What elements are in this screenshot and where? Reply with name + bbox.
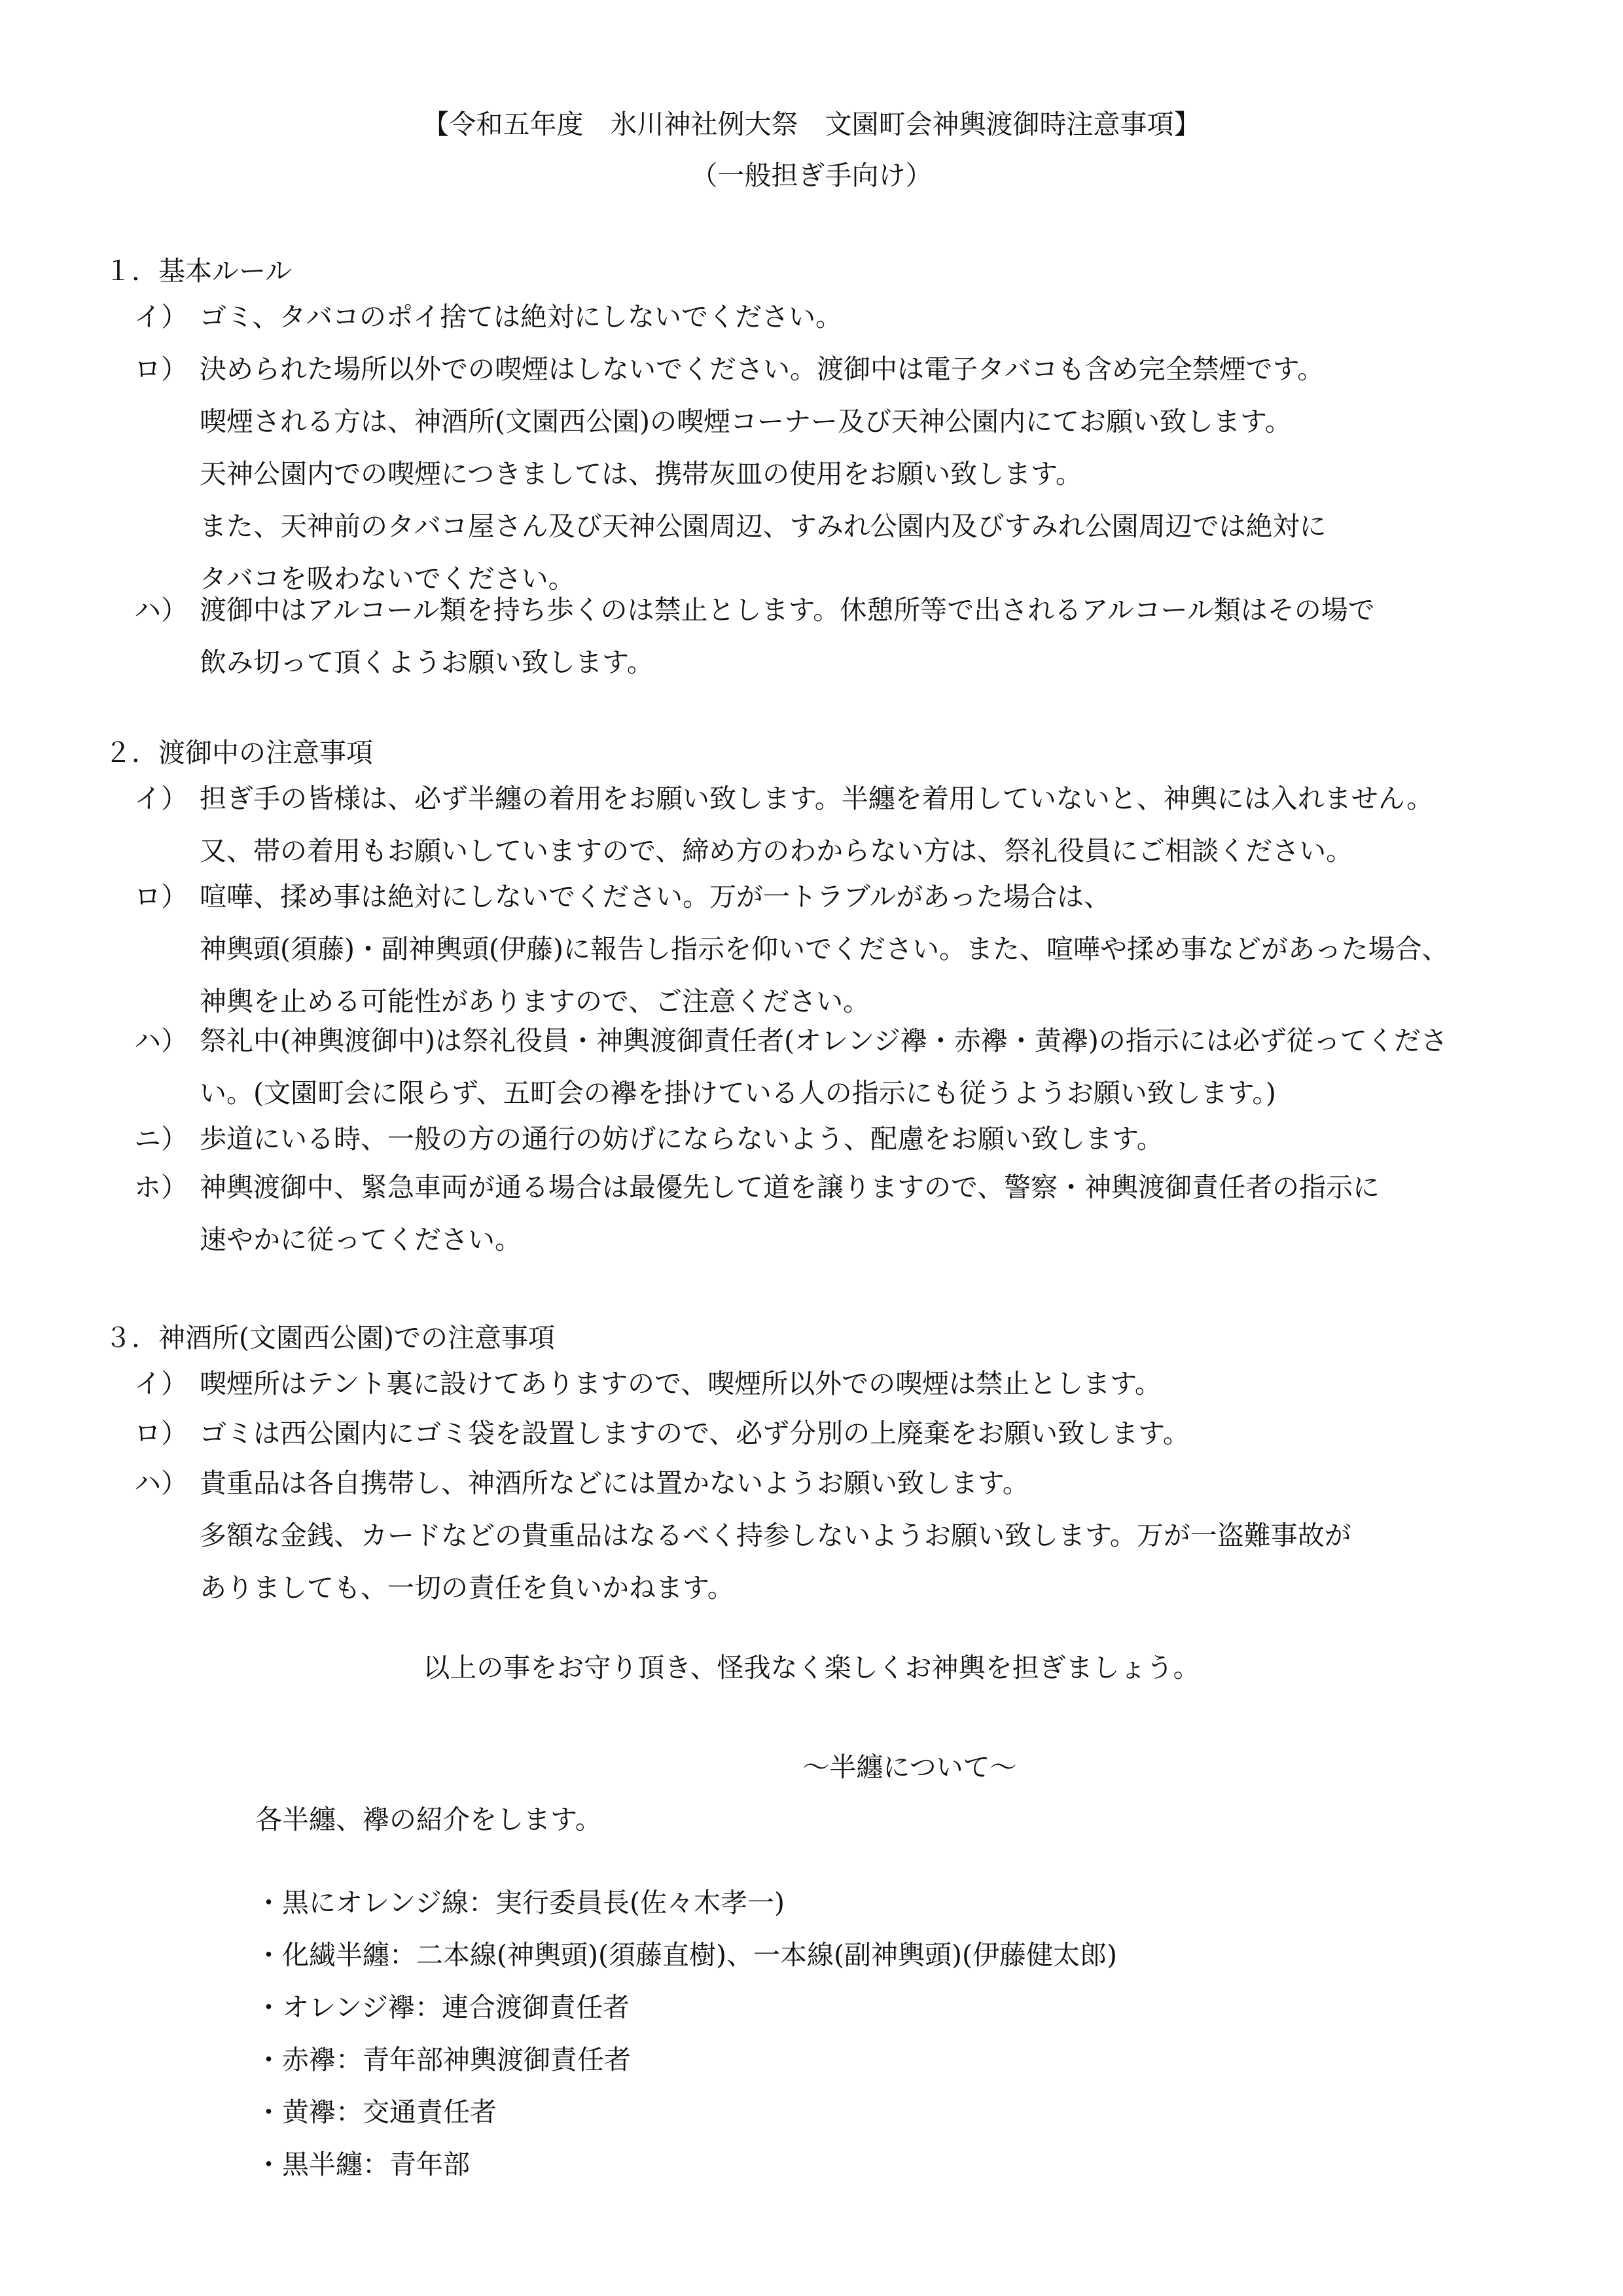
item-marker: イ） bbox=[134, 1368, 188, 1399]
happi-list-item: ・オレンジ襷：連合渡御責任者 bbox=[255, 1992, 630, 2023]
closing-message: 以上の事をお守り頂き、怪我なく楽しくお神輿を担ぎましょう。 bbox=[423, 1652, 1200, 1683]
list-item bbox=[134, 1457, 1561, 1614]
item-text: ゴミ、タバコのポイ捨ては絶対にしないでください。 bbox=[200, 301, 842, 332]
item-text: 速やかに従ってください。 bbox=[200, 1224, 522, 1255]
item-marker: ハ） bbox=[134, 594, 188, 626]
happi-list bbox=[255, 1876, 1117, 2191]
item-text: 渡御中はアルコール類を持ち歩くのは禁止とします。休憩所等で出されるアルコール類はその場で bbox=[200, 594, 1375, 626]
item-marker: ニ） bbox=[134, 1123, 188, 1155]
item-marker: ホ） bbox=[134, 1172, 188, 1203]
item-marker: ハ） bbox=[134, 1025, 188, 1056]
list-item bbox=[134, 772, 1561, 877]
page-subtitle: （一般担ぎ手向け） bbox=[690, 160, 933, 191]
list-item bbox=[134, 291, 1561, 343]
item-text: 歩道にいる時、一般の方の通行の妨げにならないよう、配慮をお願い致します。 bbox=[200, 1123, 1164, 1155]
item-text: 喧嘩、揉め事は絶対にしないでください。万が一トラブルがあった場合は、 bbox=[200, 881, 1111, 912]
item-text: また、天神前のタバコ屋さん及び天神公園周辺、すみれ公園内及びすみれ公園周辺では絶対に bbox=[200, 511, 1327, 542]
section-heading-basic-rules: １．基本ルール bbox=[105, 255, 293, 287]
item-marker: イ） bbox=[134, 301, 188, 332]
item-text: 喫煙所はテント裏に設けてありますので、喫煙所以外での喫煙は禁止とします。 bbox=[200, 1368, 1162, 1399]
list-item bbox=[134, 870, 1561, 1028]
item-text: 天神公園内での喫煙につきましては、携帯灰皿の使用をお願い致します。 bbox=[200, 458, 1082, 490]
item-text: 神輿渡御中、緊急車両が通る場合は最優先して道を譲りますので、警察・神輿渡御責任者の指示に bbox=[200, 1172, 1380, 1203]
list-item bbox=[134, 1161, 1561, 1266]
item-text: 又、帯の着用もお願いしていますので、締め方のわからない方は、祭礼役員にご相談ください。 bbox=[200, 835, 1353, 867]
page-title: 【令和五年度 氷川神社例大祭 文園町会神輿渡御時注意事項】 bbox=[422, 109, 1201, 140]
list-item bbox=[134, 1407, 1561, 1460]
item-marker: ハ） bbox=[134, 1467, 188, 1499]
item-text: ありましても、一切の責任を負いかねます。 bbox=[200, 1572, 734, 1604]
item-text: ゴミは西公園内にゴミ袋を設置しますので、必ず分別の上廃棄をお願い致します。 bbox=[200, 1418, 1190, 1449]
section-heading-procession: ２．渡御中の注意事項 bbox=[105, 737, 373, 768]
item-marker: ロ） bbox=[134, 1418, 188, 1449]
happi-list-item: ・黒にオレンジ線：実行委員長(佐々木孝一) bbox=[255, 1887, 785, 1918]
item-text: 祭礼中(神輿渡御中)は祭礼役員・神輿渡御責任者(オレンジ襷・赤襷・黄襷)の指示には必ず従ってくださ bbox=[200, 1025, 1448, 1056]
item-text: タバコを吸わないでください。 bbox=[200, 563, 575, 594]
happi-list-item: ・黒半纏：青年部 bbox=[255, 2149, 470, 2180]
list-item bbox=[134, 343, 1561, 605]
list-item bbox=[134, 1113, 1561, 1165]
list-item bbox=[134, 1357, 1561, 1410]
item-text: 飲み切って頂くようお願い致します。 bbox=[200, 647, 654, 678]
happi-list-item: ・赤襷：青年部神輿渡御責任者 bbox=[255, 2044, 631, 2075]
item-text: 多額な金銭、カードなどの貴重品はなるべく持参しないようお願い致します。万が一盗難事故が bbox=[200, 1520, 1351, 1551]
item-text: 神輿頭(須藤)・副神輿頭(伊藤)に報告し指示を仰いでください。また、喧嘩や揉め事などがあった場合、 bbox=[200, 933, 1449, 965]
item-text: 貴重品は各自携帯し、神酒所などには置かないようお願い致します。 bbox=[200, 1467, 1029, 1499]
item-marker: ロ） bbox=[134, 353, 188, 385]
item-text: い。(文園町会に限らず、五町会の襷を掛けている人の指示にも従うようお願い致します。) bbox=[200, 1077, 1276, 1109]
item-text: 担ぎ手の皆様は、必ず半纏の着用をお願い致します。半纏を着用していないと、神輿には入れません。 bbox=[200, 783, 1434, 814]
happi-section-title: 〜半纏について〜 bbox=[802, 1751, 1017, 1783]
item-marker: イ） bbox=[134, 783, 188, 814]
list-item bbox=[134, 584, 1561, 689]
item-marker: ロ） bbox=[134, 881, 188, 912]
happi-intro: 各半纏、襷の紹介をします。 bbox=[255, 1804, 602, 1835]
item-text: 決められた場所以外での喫煙はしないでください。渡御中は電子タバコも含め完全禁煙です。 bbox=[200, 353, 1325, 385]
section-heading-shrine-station: ３．神酒所(文園西公園)での注意事項 bbox=[105, 1322, 555, 1354]
item-text: 神輿を止める可能性がありますので、ご注意ください。 bbox=[200, 986, 870, 1017]
list-item bbox=[134, 1014, 1561, 1119]
happi-list-item: ・黄襷：交通責任者 bbox=[255, 2096, 497, 2128]
happi-list-item: ・化繊半纏：二本線(神輿頭)(須藤直樹)、一本線(副神輿頭)(伊藤健太郎) bbox=[255, 1939, 1117, 1971]
item-text: 喫煙される方は、神酒所(文園西公園)の喫煙コーナー及び天神公園内にてお願い致します。 bbox=[200, 406, 1292, 437]
